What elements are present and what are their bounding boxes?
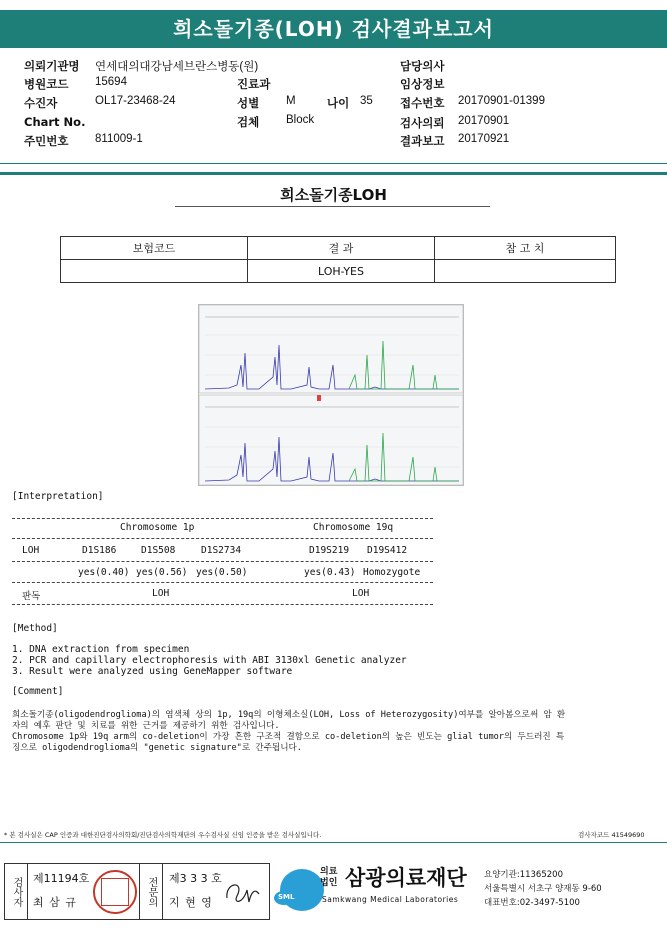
tester-label: 검사자: [5, 864, 28, 919]
facility-code: 요양기관:11365200: [484, 870, 563, 880]
loh-label: LOH: [22, 545, 40, 556]
receiver-value: OL17-23468-24: [95, 95, 176, 107]
marker-d1s186: D1S186: [82, 545, 117, 556]
comment-line-4: 징으로 oligodendroglioma의 "genetic signature"로 간주됩니다.: [12, 743, 302, 753]
interp-rule-3: [12, 561, 433, 562]
report-date-value: 20170921: [458, 133, 510, 145]
chr1p-label: Chromosome 1p: [120, 522, 195, 533]
cell-insurance-code: [61, 260, 248, 283]
age-label: 나이: [327, 96, 350, 110]
value-d1s2734: yes(0.50): [196, 567, 248, 578]
org-name: 삼광의료재단: [345, 866, 467, 890]
section-underline: [175, 206, 490, 207]
report-title: 희소돌기종(LOH) 검사결과보고서: [0, 10, 667, 48]
marker-d19s219: D19S219: [309, 545, 350, 556]
marker-d19s412: D19S412: [367, 545, 408, 556]
accession-label: 접수번호: [400, 96, 445, 110]
org-type: 의료법인: [320, 867, 338, 888]
specimen-label: 검체: [237, 115, 260, 129]
result-table-row: [61, 260, 616, 283]
value-d19s412: Homozygote: [363, 567, 421, 578]
org-english-name: Samkwang Medical Laboratories: [322, 895, 459, 904]
comment-line-3: Chromosome 1p와 19q arm의 co-deletion이 가장 흔한 구조적 결함으로 co-deletion의 높은 빈도는 glial tumor의 두드러진 특: [12, 732, 565, 742]
interp-rule-1: [12, 518, 433, 519]
chr19q-label: Chromosome 19q: [313, 522, 394, 533]
hospital-code-label: 병원코드: [24, 77, 69, 91]
header-divider: [0, 163, 667, 164]
receiver-label: 수진자: [24, 96, 58, 110]
clinical-label: 임상정보: [400, 77, 445, 91]
electropherogram-traces: [199, 305, 463, 485]
page-code: 검사자코드 41549690: [578, 831, 645, 839]
marker-d1s2734: D1S2734: [201, 545, 242, 556]
header-result: 결 과: [248, 237, 435, 260]
chart-no-label: Chart No.: [24, 115, 86, 129]
value-d1s186: yes(0.40): [78, 567, 130, 578]
judge-19q: LOH: [352, 588, 370, 599]
report-date-label: 결과보고: [400, 134, 445, 148]
value-d19s219: yes(0.43): [304, 567, 356, 578]
institution-label: 의뢰기관명: [24, 59, 80, 73]
method-item-1: 1. DNA extraction from specimen: [12, 644, 190, 655]
section-title: 희소돌기종LOH: [280, 186, 387, 204]
org-address: 서울특별시 서초구 양재동 9-60: [484, 884, 602, 894]
sml-logo-text: SML: [278, 893, 295, 901]
comment-heading: [Comment]: [12, 686, 64, 697]
age-value: 35: [360, 95, 373, 107]
cap-notice: * 본 검사실은 CAP 인증과 대한진단검사의학회/진단검사의학재단의 우수검사실 신임 인증을 받은 검사실입니다.: [4, 831, 322, 839]
interp-rule-4: [12, 582, 433, 583]
method-item-3: 3. Result were analyzed using GeneMapper software: [12, 666, 293, 677]
dept-label: 진료과: [237, 77, 271, 91]
specialist-label: 전문의: [139, 864, 163, 919]
header-insurance-code: 보험코드: [61, 237, 248, 260]
tester-seal-icon: [93, 870, 137, 914]
interp-rule-2: [12, 538, 433, 539]
resident-no-label: 주민번호: [24, 134, 69, 148]
request-label: 검사의뢰: [400, 116, 445, 130]
cell-reference: [435, 260, 616, 283]
method-heading: [Method]: [12, 623, 58, 634]
org-phone: 대표번호:02-3497-5100: [484, 898, 580, 908]
judge-label: 판독: [22, 591, 41, 602]
specialist-name: 지 현 영: [169, 896, 213, 909]
resident-no-value: 811009-1: [95, 133, 143, 145]
marker-d1s508: D1S508: [141, 545, 176, 556]
tester-license: 제11194호: [33, 872, 90, 885]
header-reference: 참 고 치: [435, 237, 616, 260]
electropherogram-image: [198, 304, 464, 486]
accession-value: 20170901-01399: [458, 95, 545, 107]
comment-line-1: 희소돌기종(oligodendroglioma)의 염색체 상의 1p, 19q의 이형체소실(LOH, Loss of Heterozygosity)여부를 알아봄으로써 암 환: [12, 710, 566, 720]
method-item-2: 2. PCR and capillary electrophoresis with ABI 3130xl Genetic analyzer: [12, 655, 407, 666]
tester-name: 최 삼 규: [33, 896, 77, 909]
sex-label: 성별: [237, 96, 260, 110]
doctor-label: 담당의사: [400, 59, 445, 73]
request-value: 20170901: [458, 115, 510, 127]
header-divider-thick: [0, 172, 667, 175]
result-table-header-row: [61, 237, 616, 260]
cell-result: LOH-YES: [248, 260, 435, 283]
specimen-value: Block: [286, 114, 315, 126]
specialist-license: 제3 3 3 호: [169, 872, 222, 885]
value-d1s508: yes(0.56): [136, 567, 188, 578]
interpretation-heading: [Interpretation]: [12, 491, 104, 502]
judge-1p: LOH: [152, 588, 170, 599]
specialist-signature-icon: [223, 874, 263, 908]
comment-line-2: 자의 예후 판단 및 치료를 위한 근거를 제공하기 위한 검사입니다.: [12, 721, 280, 731]
hospital-code-value: 15694: [95, 76, 127, 88]
sex-value: M: [286, 95, 296, 107]
interp-rule-5: [12, 604, 433, 605]
result-table: [60, 236, 616, 283]
institution-value: 연세대의대강남세브란스병동(원): [95, 61, 259, 73]
signature-box: [4, 863, 270, 920]
footer-rule: [0, 842, 667, 843]
